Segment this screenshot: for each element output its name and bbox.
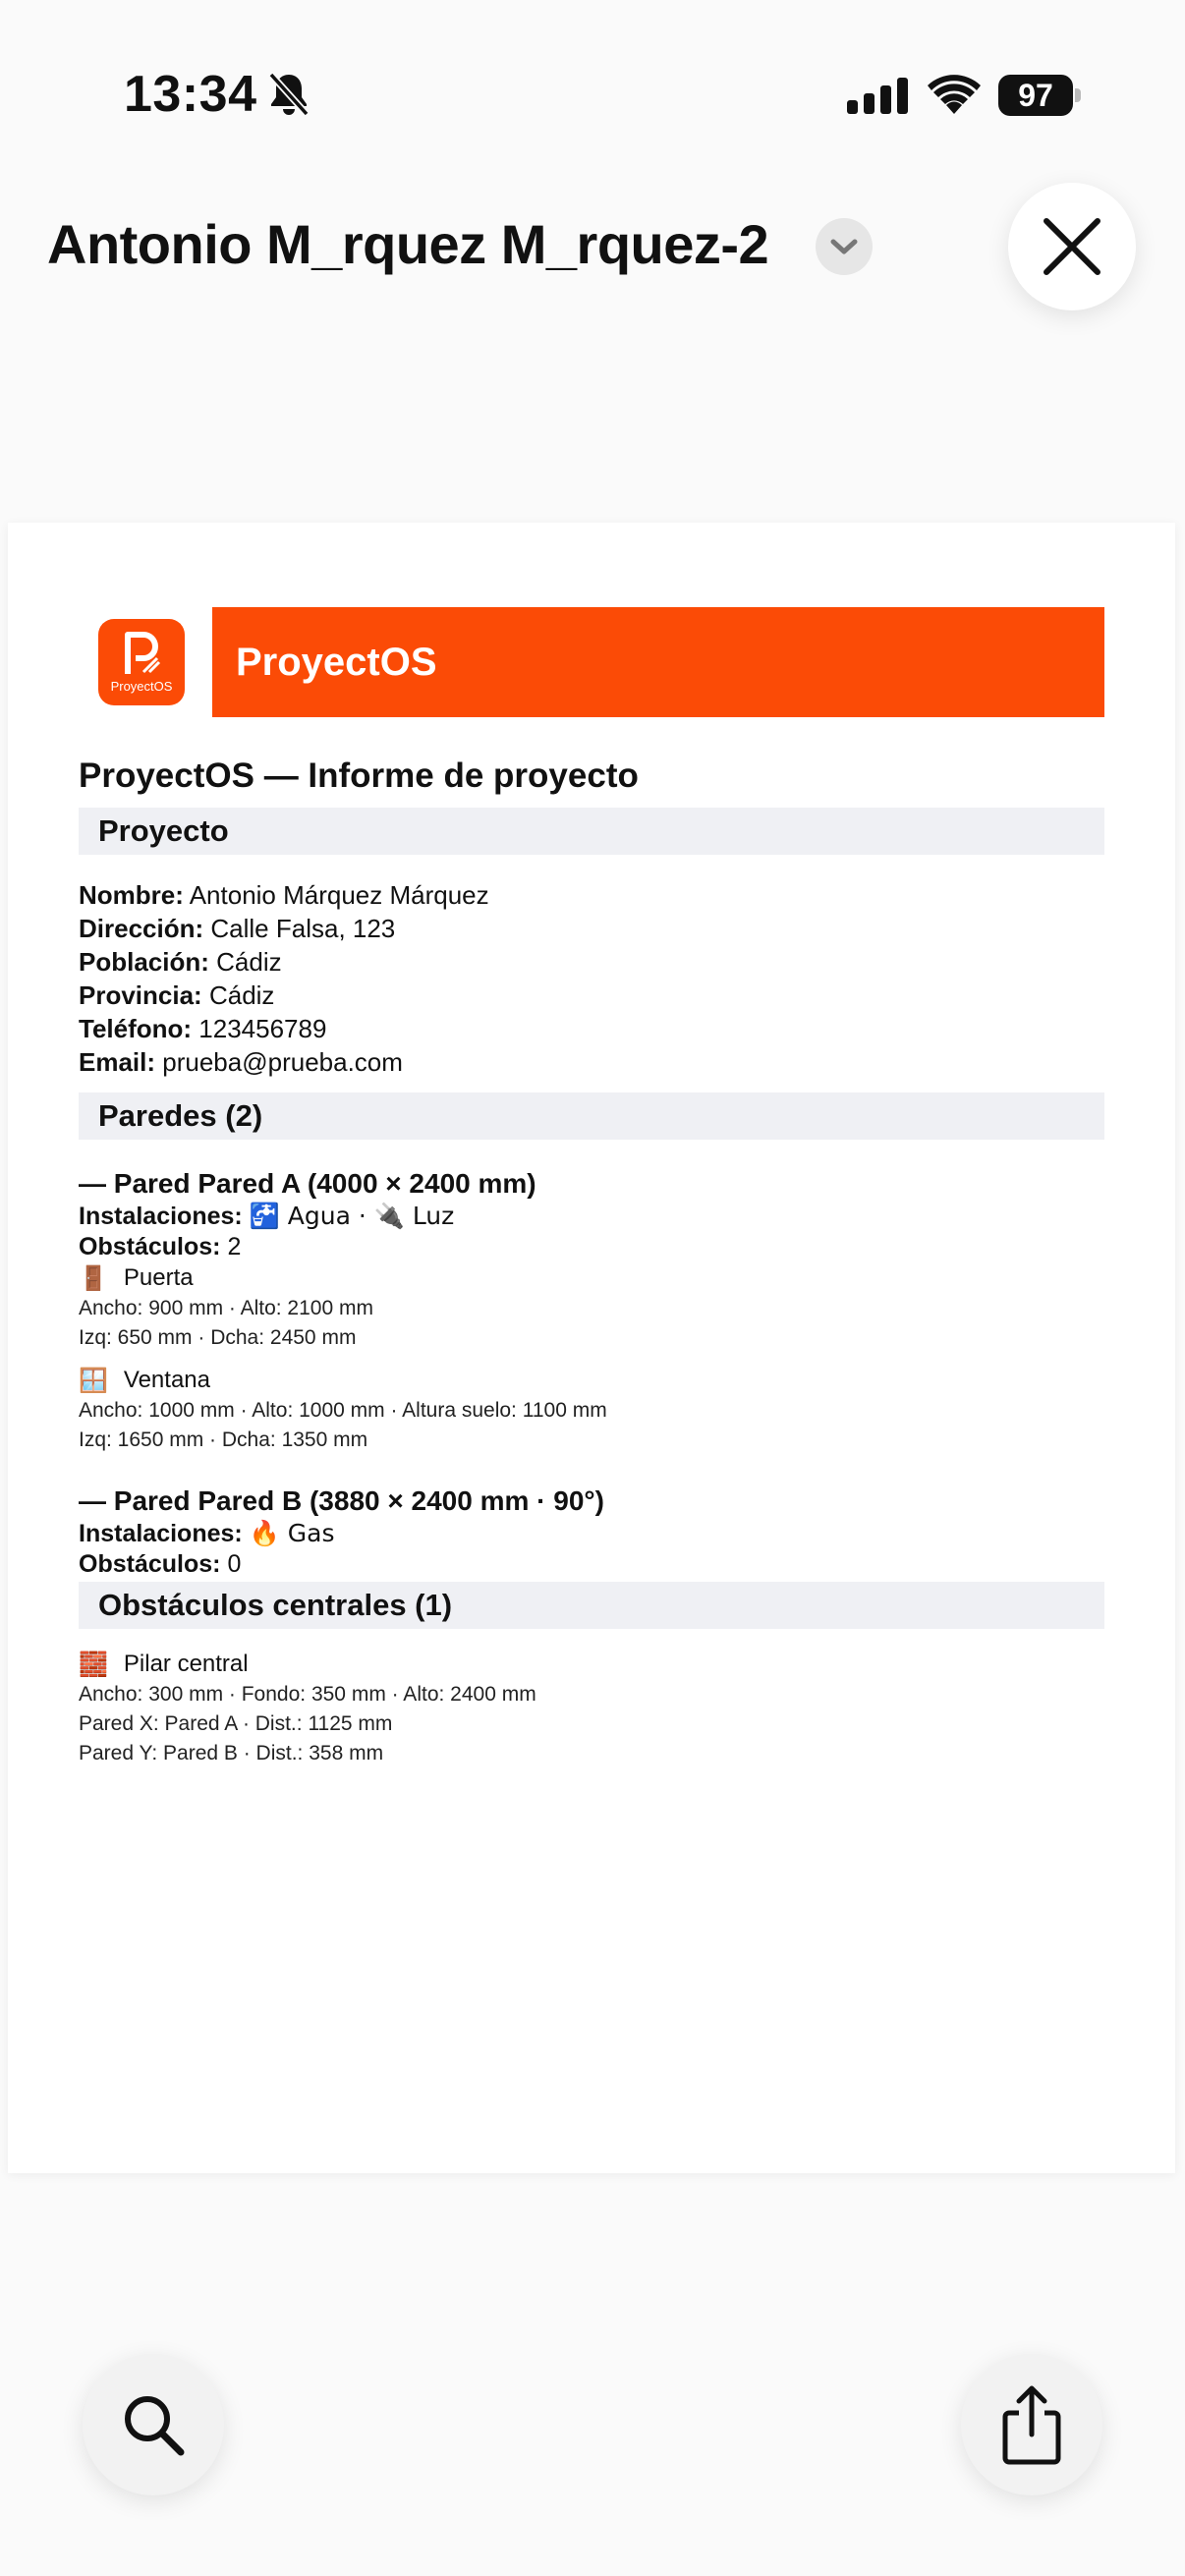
central-obstacle [79,1649,1104,1768]
cellular-signal-icon [847,77,908,116]
obstacle-detail: Pared Y: Pared B · Dist.: 358 mm [79,1742,384,1764]
battery-icon [998,75,1081,116]
obstacle-detail: Pared X: Pared A · Dist.: 1125 mm [79,1712,393,1735]
wall-obstacles: Obstáculos: 0 [79,1550,242,1578]
obstacle-detail: Izq: 1650 mm · Dcha: 1350 mm [79,1428,368,1451]
field-provincia: Provincia: Cádiz [79,980,275,1010]
document-title[interactable]: Antonio M_rquez M_rquez-2 [47,213,769,275]
wall-installations: Instalaciones: 🔥 Gas [79,1519,335,1547]
document-page[interactable] [8,523,1175,2173]
field-telefono: Teléfono: 123456789 [79,1014,327,1043]
field-direccion: Dirección: Calle Falsa, 123 [79,914,396,943]
obstacle-window: 🪟 Ventana [79,1367,210,1394]
obstacle-detail: Ancho: 900 mm · Alto: 2100 mm [79,1297,373,1319]
wall-installations: Instalaciones: 🚰 Agua · 🔌 Luz [79,1202,455,1230]
door-icon: 🚪 [79,1264,108,1292]
obstacle-detail: Ancho: 1000 mm · Alto: 1000 mm · Altura suelo: 1100 mm [79,1399,607,1422]
logo-text: ProyectOS [110,679,173,694]
brand-bar: ProyectOS [212,607,1104,717]
share-icon [997,2383,1066,2466]
section-proyecto: Proyecto [79,808,1104,855]
section-paredes: Paredes (2) [79,1092,1104,1140]
obstacle-detail: Ancho: 300 mm · Fondo: 350 mm · Alto: 2400 mm [79,1683,536,1706]
chevron-down-icon [829,237,859,256]
bell-slash-icon [267,71,310,118]
wall-b [79,1484,1104,1580]
obstacle-detail: Izq: 650 mm · Dcha: 2450 mm [79,1326,357,1349]
battery-level: 97 [998,75,1073,116]
obstacle-pillar: 🧱 Pilar central [79,1651,249,1678]
wall-obstacles: Obstáculos: 2 [79,1233,242,1260]
field-email: Email: prueba@prueba.com [79,1047,403,1077]
wall-title: — Pared Pared A (4000 × 2400 mm) [79,1168,536,1199]
close-icon [1041,215,1103,278]
field-nombre: Nombre: Antonio Márquez Márquez [79,880,489,910]
wall-title: — Pared Pared B (3880 × 2400 mm · 90°) [79,1485,604,1516]
search-icon [120,2391,187,2458]
brick-icon: 🧱 [79,1651,108,1678]
window-icon: 🪟 [79,1367,108,1394]
brand-header [79,607,1104,717]
title-menu-button[interactable] [816,218,873,275]
field-poblacion: Población: Cádiz [79,947,282,977]
proyectos-logo [98,619,185,705]
close-button[interactable] [1008,183,1136,310]
obstacle-door: 🚪 Puerta [79,1264,194,1292]
wall-a [79,1167,1104,1455]
search-button[interactable] [83,2354,224,2495]
project-info [79,878,1104,1079]
share-button[interactable] [961,2354,1102,2495]
section-central-obstacles: Obstáculos centrales (1) [79,1582,1104,1629]
wifi-icon [928,75,981,116]
report-title: ProyectOS — Informe de proyecto [79,756,639,795]
status-time: 13:34 [124,66,257,123]
